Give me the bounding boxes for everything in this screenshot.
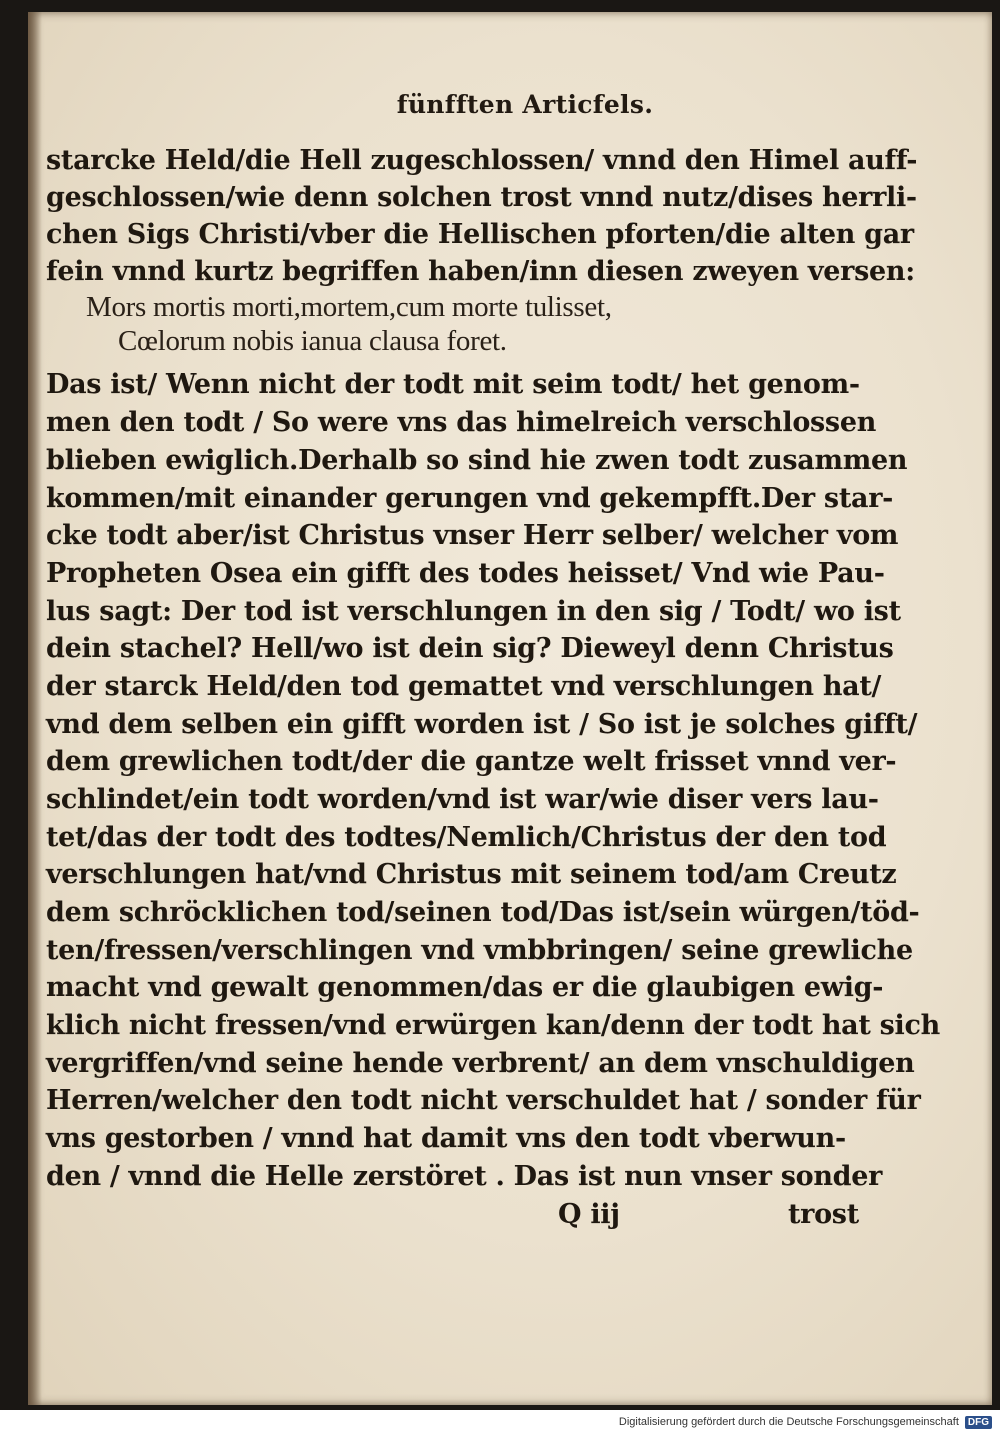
latin-verse-line-2: Cœlorum nobis ianua clausa foret. xyxy=(118,325,507,357)
text-line-24: klich nicht fressen/vnd erwürgen kan/denn der todt hat sich xyxy=(46,1010,940,1041)
text-line-12: Propheten Osea ein gifft des todes heisset/ Vnd wie Pau- xyxy=(46,558,885,589)
signature-mark: Q iij xyxy=(558,1199,620,1230)
text-line-28: den / vnnd die Helle zerstöret . Das ist nun vnser sonder xyxy=(46,1161,883,1192)
latin-verse-line-1: Mors mortis morti,mortem,cum morte tulisset, xyxy=(86,291,612,323)
running-header: fünfften Articfels. xyxy=(396,90,654,119)
text-line-1: starcke Held/die Hell zugeschlossen/ vnnd den Himel auff- xyxy=(46,145,918,176)
text-line-8: men den todt / So were vns das himelreich verschlossen xyxy=(46,407,877,438)
credit-text: Digitalisierung gefördert durch die Deutsche Forschungsgemeinschaft xyxy=(618,1416,959,1428)
text-line-4: fein vnnd kurtz begriffen haben/inn diesen zweyen versen: xyxy=(46,256,915,287)
text-line-14: dein stachel? Hell/wo ist dein sig? Dieweyl denn Christus xyxy=(46,633,894,664)
text-line-15: der starck Held/den tod gemattet vnd verschlungen hat/ xyxy=(46,671,882,702)
text-line-27: vns gestorben / vnnd hat damit vns den todt vberwun- xyxy=(46,1123,846,1154)
page-gutter-shadow xyxy=(28,12,42,1405)
text-line-16: vnd dem selben ein gifft worden ist / So ist je solches gifft/ xyxy=(46,709,918,740)
text-line-23: macht vnd gewalt genommen/das er die glaubigen ewig- xyxy=(46,972,884,1003)
text-line-19: tet/das der todt des todtes/Nemlich/Christus der den tod xyxy=(46,822,887,853)
text-line-22: ten/fressen/verschlingen vnd vmbbringen/ seine grewliche xyxy=(46,935,913,966)
digitization-credit xyxy=(619,1412,992,1432)
text-line-13: lus sagt: Der tod ist verschlungen in den sig / Todt/ wo ist xyxy=(46,596,901,627)
text-line-18: schlindet/ein todt worden/vnd ist war/wie diser vers lau- xyxy=(46,784,879,815)
text-line-9: blieben ewiglich.Derhalb so sind hie zwen todt zusammen xyxy=(46,445,908,476)
text-line-11: cke todt aber/ist Christus vnser Herr selber/ welcher vom xyxy=(46,520,899,551)
text-line-10: kommen/mit einander gerungen vnd gekempfft.Der star- xyxy=(46,483,894,514)
text-line-21: dem schröcklichen tod/seinen tod/Das ist/sein würgen/töd- xyxy=(46,897,920,928)
text-line-25: vergriffen/vnd seine hende verbrent/ an dem vnschuldigen xyxy=(46,1048,915,1079)
text-line-3: chen Sigs Christi/vber die Hellischen pforten/die alten gar xyxy=(46,219,914,250)
text-line-17: dem grewlichen todt/der die gantze welt frisset vnnd ver- xyxy=(46,746,897,777)
dfg-logo: DFG xyxy=(965,1416,992,1429)
catchword: trost xyxy=(788,1199,859,1230)
book-page xyxy=(28,12,992,1405)
text-line-2: geschlossen/wie denn solchen trost vnnd nutz/dises herrli- xyxy=(46,182,917,213)
text-line-20: verschlungen hat/vnd Christus mit seinem tod/am Creutz xyxy=(46,859,897,890)
text-line-7: Das ist/ Wenn nicht der todt mit seim todt/ het genom- xyxy=(46,369,860,400)
text-line-26: Herren/welcher den todt nicht verschuldet hat / sonder für xyxy=(46,1085,921,1116)
